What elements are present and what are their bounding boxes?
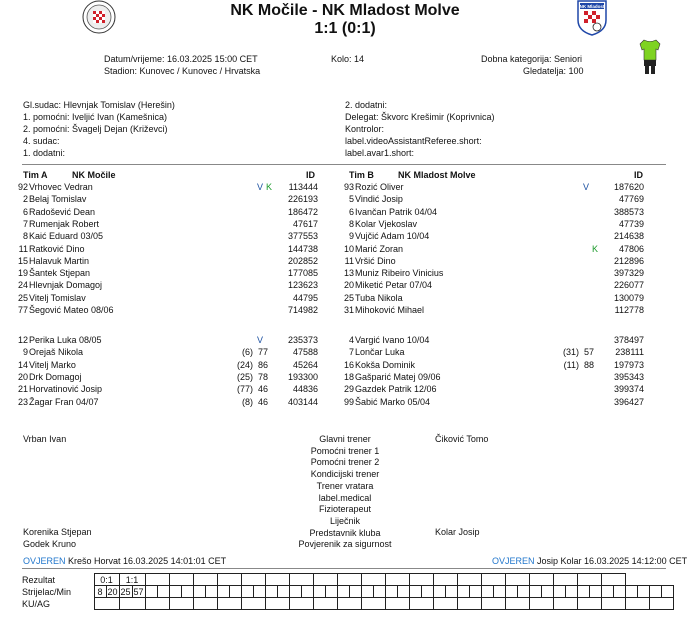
results-cell [541,586,553,598]
results-cell [565,586,577,598]
player-name: Rumenjak Robert [29,218,100,229]
sub-minute: 86 [257,359,268,370]
results-cell [337,598,361,610]
results-cell [445,586,457,598]
captain-flag: V [583,182,590,192]
player-id: 45264 [292,359,318,370]
player-number: 9 [22,347,28,358]
official-right-line: label.avar1.short: [345,148,415,158]
player-number: 13 [343,268,354,279]
player-name: Kolar Vjekoslav [355,218,418,229]
player-number: 5 [348,194,354,205]
player-id: 202852 [287,255,318,266]
results-cell [433,574,457,586]
player-id: 377553 [287,231,318,242]
official-left-line: 1. dodatni: [23,148,66,158]
player-name: Vitelj Tomislav [29,292,86,303]
results-cell [529,574,553,586]
results-cell [469,586,481,598]
player-id: 197973 [613,359,644,370]
player-id: 226077 [613,280,644,291]
results-cell [481,586,493,598]
player-id: 44795 [292,292,318,303]
sub-minute: 77 [257,347,268,358]
staff-role: Kondicijski trener [310,469,380,480]
player-id: 399374 [613,384,644,395]
verification-right-text: Josip Kolar 16.03.2025 14:12:00 CET [537,556,688,566]
sub-minute: 46 [257,396,268,407]
results-cell [553,586,565,598]
results-row [22,598,673,610]
player-id: 47739 [618,218,644,229]
match-datetime: Datum/vrijeme: 16.03.2025 15:00 CET [104,54,258,64]
player-id: 395343 [613,371,644,382]
player-number: 21 [17,384,28,395]
results-cell [601,598,625,610]
official-left-line: Gl.sudac: Hlevnjak Tomislav (Herešin) [23,100,175,110]
player-id: 397329 [613,268,644,279]
results-cell [385,574,409,586]
staff-role: Povjerenik za sigurnost [298,539,392,550]
results-cell [145,586,157,598]
results-cell [409,598,433,610]
results-cell [313,598,337,610]
player-name: Miketić Petar 07/04 [355,280,433,291]
team-a-representative: Korenika Stjepan [23,527,92,537]
results-row-label: KU/AG [22,598,51,609]
results-cell [577,598,601,610]
player-id: 238111 [615,347,644,358]
official-left-line: 2. pomoćni: Švagelj Dejan (Križevci) [23,124,168,134]
player-number: 6 [348,206,354,217]
player-number: 10 [343,243,354,254]
verification-left-label: OVJEREN [23,556,66,566]
player-id: 193300 [287,371,318,382]
player-id: 130079 [613,292,644,303]
match-round: Kolo: 14 [331,54,365,64]
player-name: Vargić Ivano 10/04 [355,335,430,345]
results-cell [409,586,421,598]
results-cell [505,598,529,610]
player-id: 226193 [287,194,318,205]
player-number: 20 [17,371,28,382]
player-name: Perika Luka 08/05 [29,335,102,345]
player-name: Hlevnjak Domagoj [29,280,103,291]
player-id: 177085 [287,268,318,279]
team-b-name: NK Mladost Molve [398,170,476,180]
sub-for: (11) [563,359,579,370]
player-number: 19 [17,268,28,279]
results-cell [577,586,589,598]
player-number: 8 [22,231,28,242]
results-row [22,574,673,586]
team-a-label: Tim A [23,170,48,180]
results-cell [241,598,265,610]
player-number: 99 [343,396,354,407]
results-row-label: Rezultat [22,574,56,585]
sub-for: (6) [242,347,253,358]
player-name: Šegović Mateo 08/06 [29,305,114,315]
results-cell [481,574,505,586]
results-cell [289,598,313,610]
player-name: Ratković Dino [29,243,85,254]
player-number: 12 [17,335,28,345]
sub-minute: 88 [583,359,594,370]
player-name: Mihoković Mihael [355,305,425,315]
results-cell [205,586,217,598]
results-cell [217,598,241,610]
player-name: Rozić Oliver [355,182,404,192]
sub-minute: 78 [257,371,268,382]
results-cell [649,598,673,610]
player-id: 214638 [613,231,644,242]
player-number: 7 [348,347,354,358]
results-cell: 1:1 [119,574,145,586]
results-cell: 8 [94,586,106,598]
player-number: 20 [343,280,354,291]
player-number: 16 [343,359,354,370]
results-cell [517,586,529,598]
player-name: Kokša Dominik [355,359,416,370]
team-b-representative: Kolar Josip [435,527,480,537]
results-cell [361,598,385,610]
player-number: 25 [17,292,28,303]
results-cell [493,586,505,598]
player-id: 186472 [287,206,318,217]
results-cell [601,574,625,586]
staff-role: Pomoćni trener 1 [310,445,380,456]
results-cell [505,586,517,598]
results-cell [433,598,457,610]
official-right-line: label.videoAssistantReferee.short: [345,136,482,146]
results-cell [313,586,325,598]
results-cell [265,598,289,610]
spectators: Gledatelja: 100 [523,66,584,76]
player-number: 6 [22,206,28,217]
sub-minute: 46 [257,384,268,395]
player-number: 77 [17,305,28,315]
staff-role: Fizioterapeut [318,504,372,515]
staff-role: Trener vratara [316,480,374,491]
results-cell [193,586,205,598]
verification-left [23,556,226,566]
results-cell [145,598,169,610]
sub-for: (24) [236,359,253,370]
results-cell [409,574,433,586]
results-cell [373,586,385,598]
player-id: 187620 [613,182,644,192]
results-cell [349,586,361,598]
results-cell [265,574,289,586]
player-number: 4 [348,335,354,345]
player-name: Radošević Dean [29,206,96,217]
staff-role: Glavni trener [319,434,371,444]
results-cell [301,586,313,598]
player-name: Vršić Dino [355,255,396,266]
keeper-flag: K [266,182,273,192]
staff-role: Predstavnik kluba [309,527,381,538]
player-number: 24 [17,280,28,291]
captain-flag: V [257,182,264,192]
official-left-line: 4. sudac: [23,136,60,146]
player-number: 9 [348,231,354,242]
player-name: Kaić Eduard 03/05 [29,231,104,242]
results-cell [241,586,253,598]
results-cell [577,574,601,586]
verification-right [492,556,687,566]
staff-role: Pomoćni trener 2 [310,457,380,468]
player-number: 31 [343,305,354,315]
results-cell [169,598,193,610]
player-name: Šabić Marko 05/04 [355,396,431,407]
keeper-flag: K [592,243,599,254]
results-cell [505,574,529,586]
results-cell [181,586,193,598]
player-name: Drk Domagoj [29,371,82,382]
results-cell [625,598,649,610]
kit-icon [638,39,662,75]
player-number: 18 [343,371,354,382]
divider [22,164,666,165]
official-right-line: 2. dodatni: [345,100,388,110]
results-cell [277,586,289,598]
player-number: 11 [344,255,354,266]
player-id: 378497 [613,335,644,345]
results-cell [193,598,217,610]
results-cell [337,574,361,586]
results-cell [553,574,577,586]
player-id: 47806 [618,243,644,254]
player-id: 47617 [292,218,318,229]
player-number: 93 [343,182,354,192]
results-cell [553,598,577,610]
player-name: Orejaš Nikola [29,347,84,358]
player-name: Tuba Nikola [355,292,403,303]
results-cell [457,598,481,610]
results-cell: 20 [107,586,118,597]
results-cell: 25 [120,586,131,597]
results-cell [193,574,217,586]
match-title: NK Močile - NK Mladost Molve [230,2,460,19]
results-cell [289,574,313,586]
official-right-line: Delegat: Škvorc Krešimir (Koprivnica) [345,112,495,122]
team-b-id-header: ID [634,170,643,180]
sub-for: (25) [236,371,253,382]
player-number: 11 [18,243,28,254]
results-cell [529,598,553,610]
player-id: 47588 [292,347,318,358]
player-name: Horvatinović Josip [29,384,103,395]
player-id: 47769 [618,194,644,205]
captain-flag: V [257,335,264,345]
results-cell [157,586,169,598]
sub-minute: 57 [583,347,594,358]
away-crest-text: NK Mladost [579,4,605,9]
player-id: 112778 [614,305,644,315]
player-number: 25 [343,292,354,303]
results-row-label: Strijelac/Min [22,586,72,597]
official-right-line: Kontrolor: [345,124,385,134]
results-row [22,586,673,598]
player-name: Vrhovec Vedran [29,182,93,192]
player-id: 388573 [613,206,644,217]
player-number: 15 [17,255,28,266]
results-cell [313,574,337,586]
results-cell [637,586,649,598]
player-name: Muniz Ribeiro Vinicius [355,268,444,279]
match-stadium: Stadion: Kunovec / Kunovec / Hrvatska [104,66,261,76]
results-cell [433,586,445,598]
staff-role: Liječnik [329,515,360,526]
player-name: Gazdek Patrik 12/06 [355,384,437,395]
results-cell [421,586,433,598]
results-table [22,573,674,610]
results-cell [457,586,469,598]
results-cell [529,586,541,598]
results-cell [625,586,637,598]
player-id: 714982 [287,305,318,315]
verification-left-text: Krešo Horvat 16.03.2025 14:01:01 CET [68,556,227,566]
verification-right-label: OVJEREN [492,556,535,566]
player-id: 123623 [287,280,318,291]
player-number: 29 [343,384,354,395]
player-number: 23 [17,396,28,407]
player-number: 7 [22,218,28,229]
results-divider [22,568,666,569]
results-cell [649,586,661,598]
results-cell [241,574,265,586]
results-cell [94,598,119,610]
player-name: Šantek Stjepan [29,268,91,279]
player-name: Halavuk Martin [29,255,90,266]
results-cell [385,586,397,598]
results-cell [397,586,409,598]
results-cell [457,574,481,586]
results-cell [385,598,409,610]
results-cell [145,574,169,586]
player-number: 14 [17,359,28,370]
player-name: Vindić Josip [355,194,403,205]
player-name: Marić Zoran [355,243,404,254]
player-number: 2 [22,194,28,205]
team-a-coach: Vrban Ivan [23,434,67,444]
results-cell [601,586,613,598]
match-score: 1:1 (0:1) [314,20,376,37]
official-left-line: 1. pomoćni: Iveljić Ivan (Kamešnica) [23,112,168,122]
player-name: Belaj Tomislav [29,194,87,205]
player-name: Lončar Luka [355,347,405,358]
player-id: 403144 [287,396,318,407]
player-id: 113444 [288,182,318,192]
results-cell [119,598,145,610]
sub-for: (77) [236,384,253,395]
team-a-id-header: ID [306,170,315,180]
results-cell: 0:1 [94,574,119,586]
player-name: Vujčić Adam 10/04 [355,231,430,242]
results-cell [265,586,277,598]
results-cell [253,586,265,598]
team-a-name: NK Močile [72,170,116,180]
team-b-coach: Čiković Tomo [435,434,489,444]
player-number: 8 [348,218,354,229]
results-cell [337,586,349,598]
player-id: 235373 [287,335,318,345]
results-cell [289,586,301,598]
results-cell [481,598,505,610]
player-name: Ivančan Patrik 04/04 [355,206,438,217]
results-cell [169,586,181,598]
results-cell [661,586,673,598]
player-id: 212896 [613,255,644,266]
results-cell [217,586,229,598]
team-b-label: Tim B [349,170,374,180]
player-name: Gašparić Matej 09/06 [355,371,441,382]
results-cell [589,586,601,598]
team-a-security: Godek Kruno [23,539,77,549]
results-cell [229,586,241,598]
staff-role: label.medical [318,492,372,503]
sub-for: (31) [562,347,579,358]
player-number: 92 [17,182,28,192]
player-name: Vitelj Marko [29,359,76,370]
player-id: 144738 [287,243,318,254]
player-id: 44836 [292,384,318,395]
results-cell [217,574,241,586]
sub-for: (8) [242,396,253,407]
results-cell [325,586,337,598]
player-id: 396427 [613,396,644,407]
age-category: Dobna kategorija: Seniori [481,54,583,64]
results-cell [361,574,385,586]
results-cell [613,586,625,598]
results-cell: 57 [133,586,144,597]
player-name: Žagar Fran 04/07 [29,396,99,407]
results-cell [169,574,193,586]
results-cell [361,586,373,598]
